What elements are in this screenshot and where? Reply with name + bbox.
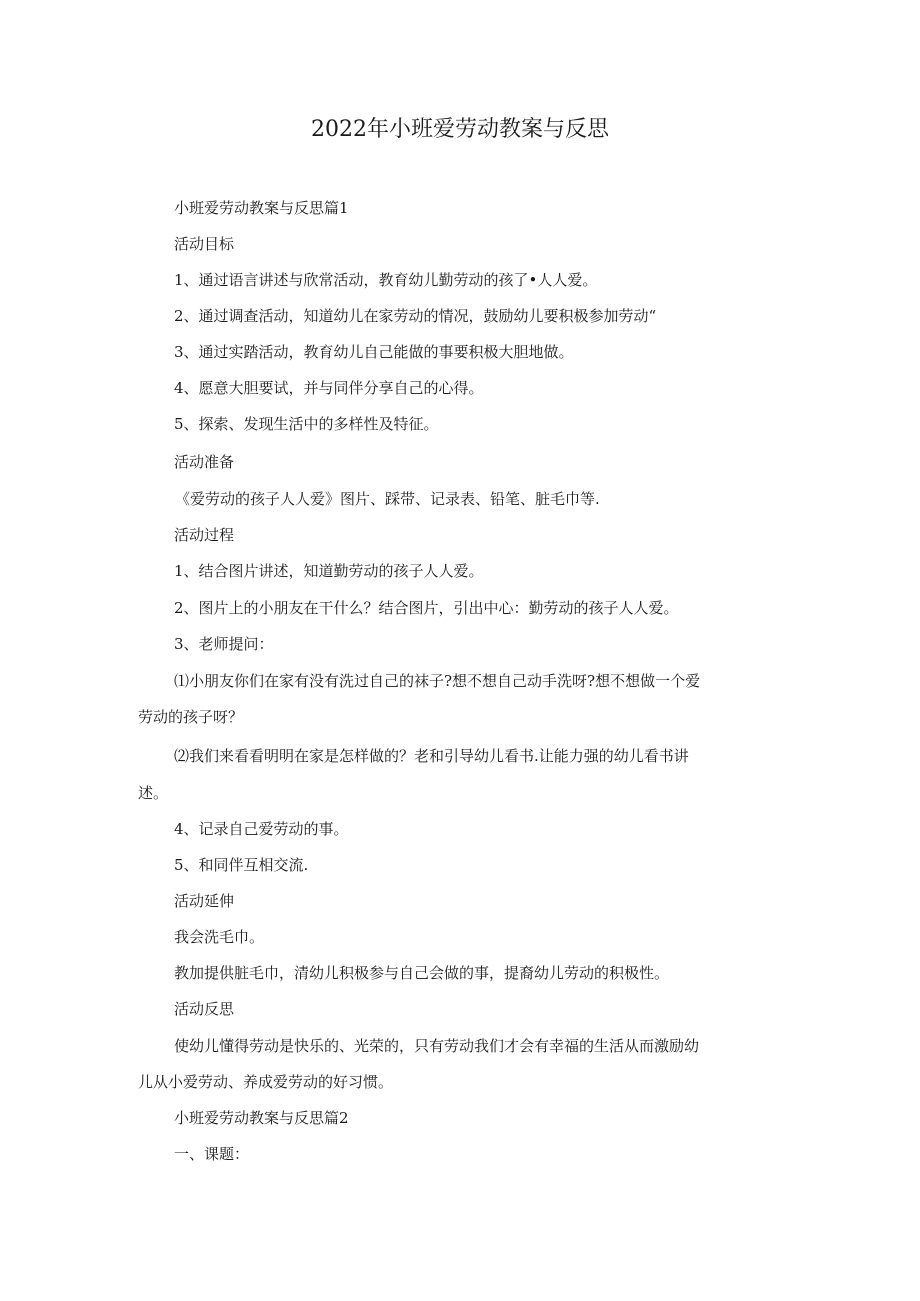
- document-title: 2022年小班爱劳动教案与反思: [311, 117, 609, 142]
- goal-item-2: 2、通过调查活动，知道幼儿在家劳动的情况，鼓励幼儿要积极参加劳动“: [174, 307, 657, 325]
- question-1-line-1: ⑴小朋友你们在家有没有洗过自己的袜子?想不想自己动手洗呀?想不想做一个爱: [174, 672, 701, 690]
- process-item-5: 5、和同伴互相交流.: [174, 856, 309, 874]
- lesson-topic-heading: 一、课题：: [174, 1145, 250, 1163]
- goal-item-3: 3、通过实踏活动，教育幼儿自己能做的事要积极大胆地做。: [174, 343, 574, 361]
- goal-item-1: 1、通过语言讲述与欣常活动，教育幼儿勤劳动的孩了•人人爱。: [174, 271, 598, 289]
- extension-text-2: 教加提供脏毛巾，清幼儿积极参与自己会做的事，提裔幼儿劳动的积极性。: [174, 964, 670, 982]
- heading-activity-process: 活动过程: [174, 526, 235, 544]
- process-item-3: 3、老师提问：: [174, 635, 274, 653]
- process-item-2: 2、图片上的小朋友在干什么？结合图片，引出中心：勤劳动的孩子人人爱。: [174, 599, 679, 617]
- section-heading-2: 小班爱劳动教案与反思篇2: [174, 1109, 349, 1127]
- question-1-line-2: 劳动的孩子呀？: [138, 708, 244, 726]
- section-heading-1: 小班爱劳动教案与反思篇1: [174, 199, 349, 217]
- heading-activity-goals: 活动目标: [174, 235, 235, 253]
- reflection-line-1: 使幼儿懂得劳动是快乐的、光荣的，只有劳动我们才会有幸福的生活从而激励幼: [174, 1037, 700, 1055]
- preparation-text: 《爱劳动的孩子人人爱》图片、踩带、记录表、铅笔、脏毛巾等.: [175, 490, 600, 508]
- heading-activity-preparation: 活动准备: [174, 453, 235, 471]
- goal-item-4: 4、愿意大胆要试，并与同伴分享自己的心得。: [174, 379, 484, 397]
- reflection-line-2: 儿从小爱劳动、养成爱劳动的好习惯。: [138, 1073, 394, 1091]
- goal-item-5: 5、探索、发现生活中的多样性及特征。: [174, 415, 439, 433]
- question-2-line-1: ⑵我们来看看明明在家是怎样做的？老和引导幼儿看书.让能力强的幼儿看书讲: [174, 747, 689, 765]
- process-item-1: 1、结合图片讲述，知道勤劳动的孩子人人爱。: [174, 562, 484, 580]
- extension-text-1: 我会洗毛巾。: [174, 928, 265, 946]
- process-item-4: 4、记录自己爱劳动的事。: [174, 820, 349, 838]
- question-2-line-2: 述。: [138, 784, 169, 802]
- heading-activity-reflection: 活动反思: [174, 1000, 235, 1018]
- heading-activity-extension: 活动延伸: [174, 892, 235, 910]
